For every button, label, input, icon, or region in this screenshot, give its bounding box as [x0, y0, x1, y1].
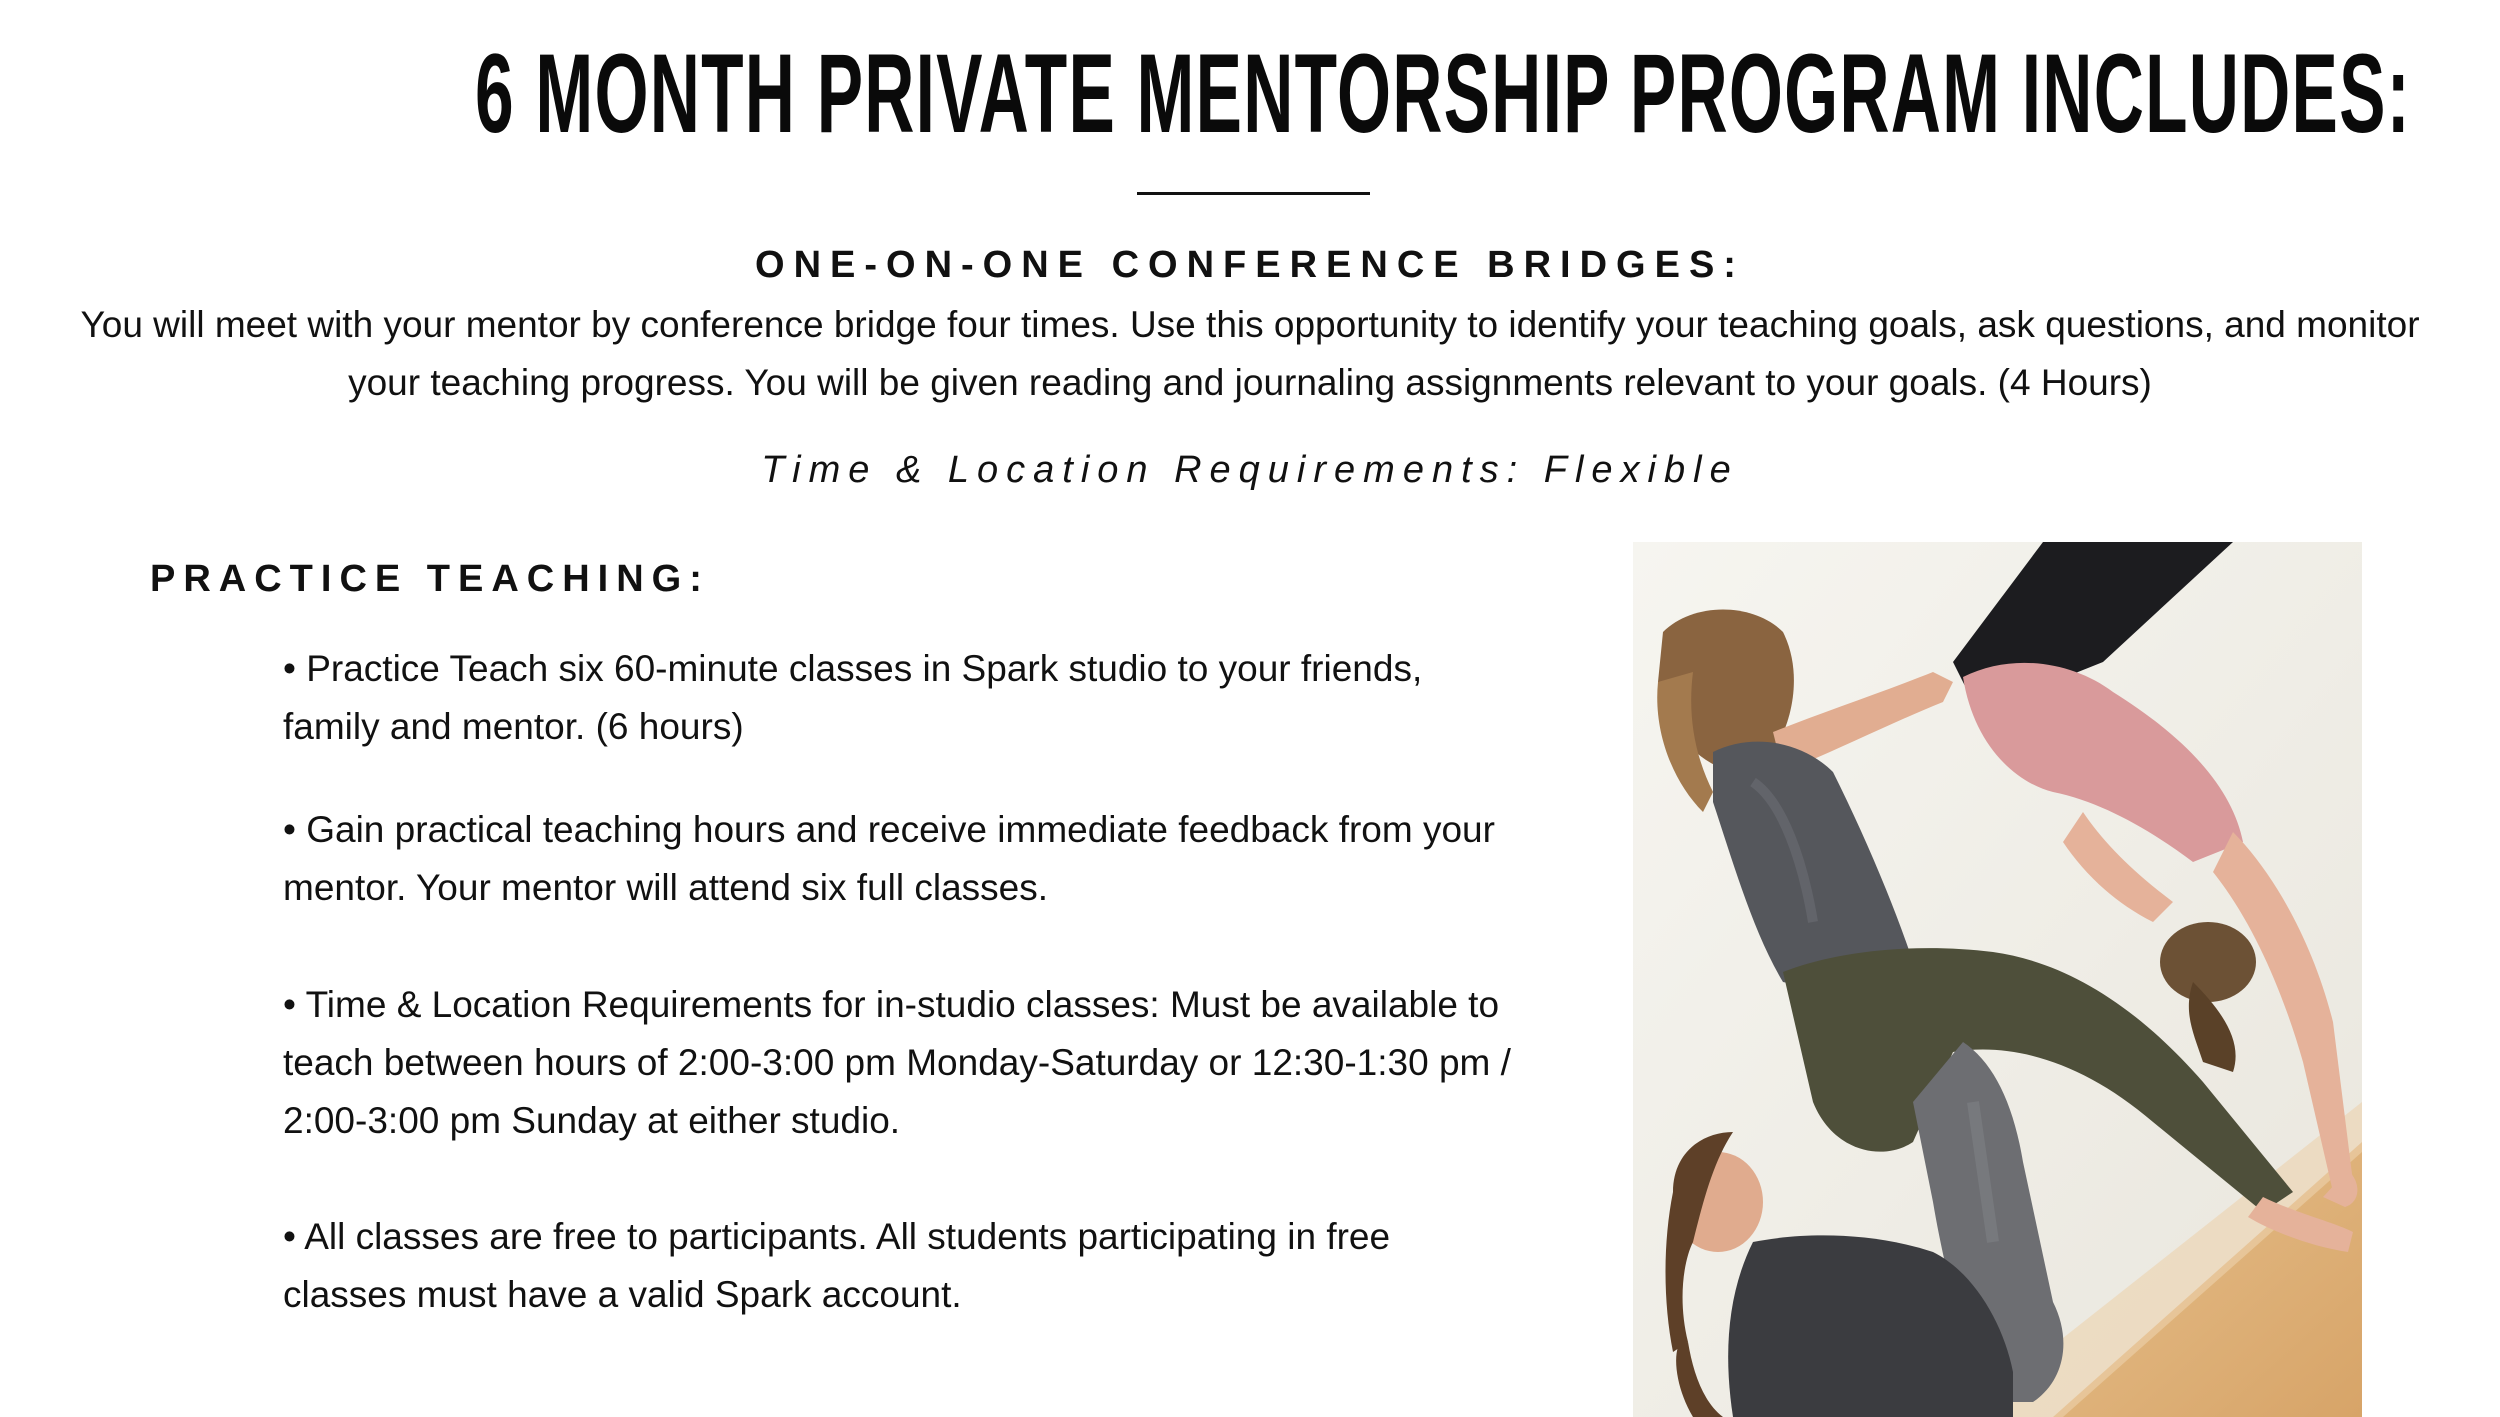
- acro-yoga-illustration: [1633, 542, 2362, 1417]
- practice-bullet: • All classes are free to participants. All students participating in free classes must have a valid Spark account.: [283, 1216, 1391, 1315]
- title-divider: [1137, 192, 1370, 195]
- page-title: 6 MONTH PRIVATE MENTORSHIP PROGRAM INCLUDES:: [475, 31, 2411, 156]
- practice-bullet: • Gain practical teaching hours and receive immediate feedback from your mentor. Your mentor will attend six full classes.: [283, 809, 1495, 908]
- practice-bullet: • Time & Location Requirements for in-studio classes: Must be available to teach between hours of 2:00-3:00 pm Monday-Saturday or 12:30-1:30 pm / 2:00-3:00 pm Sunday at either studio.: [283, 984, 1511, 1141]
- flexible-requirements: Time & Location Requirements: Flexible: [761, 449, 1739, 491]
- practice-bullet: • Practice Teach six 60-minute classes in Spark studio to your friends, family and mentor. (6 hours): [283, 648, 1423, 747]
- conference-bridges-heading: ONE-ON-ONE CONFERENCE BRIDGES:: [755, 244, 1745, 286]
- conference-bridges-description: You will meet with your mentor by conference bridge four times. Use this opportunity to identify your teaching goals, ask questions, and monitor your teaching progress. You will be given reading and journaling assignments relevant to your goals. (4 Hours): [80, 304, 2420, 403]
- practice-teaching-heading: PRACTICE TEACHING:: [150, 558, 710, 600]
- acro-yoga-photo: [1633, 542, 2362, 1417]
